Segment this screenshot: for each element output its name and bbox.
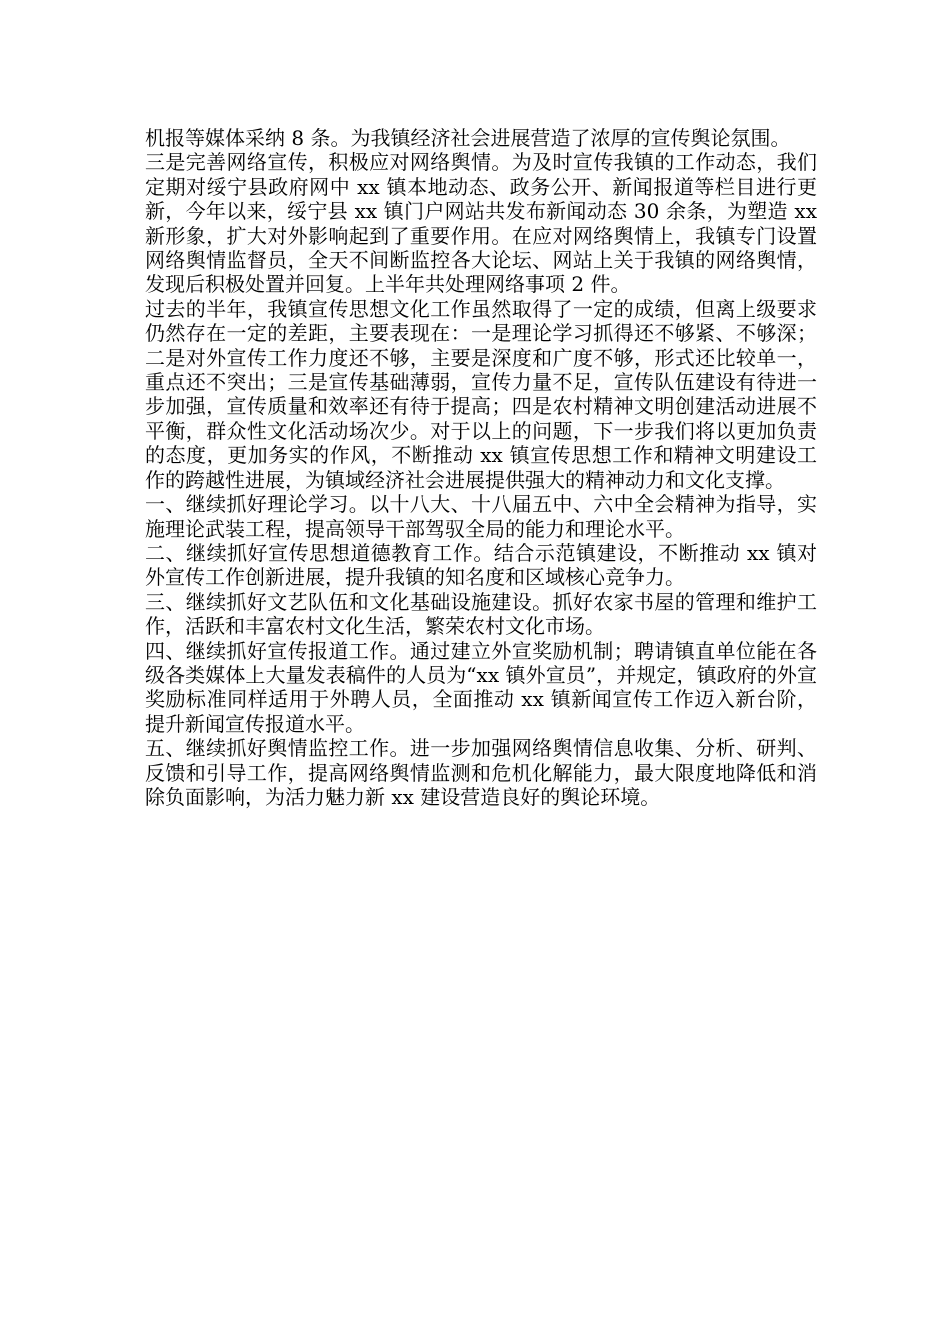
paragraph-shortcomings: 过去的半年，我镇宣传思想文化工作虽然取得了一定的成绩，但离上级要求仍然存在一定的差距，主要表现在：一是理论学习抓得还不够紧、不够深；二是对外宣传工作力度还不够，主要是深度和广度不够，形式还比较单一，重点还不突出；三是宣传基础薄弱，宣传力量不足，宣传队伍建设有待进一步加强，宣传质量和效率还有待于提高；四是农村精神文明创建活动进展不平衡，群众性文化活动场次少。对于以上的问题，下一步我们将以更加负责的态度，更加务实的作风，不断推动 xx 镇宣传思想工作和精神文明建设工作的跨越性进展，为镇域经济社会进展提供强大的精神动力和文化支撑。	[145, 296, 817, 492]
paragraph-continuation: 机报等媒体采纳 8 条。为我镇经济社会进展营造了浓厚的宣传舆论氛围。	[145, 126, 791, 150]
paragraph-plan-moral-education: 二、继续抓好宣传思想道德教育工作。结合示范镇建设，不断推动 xx 镇对外宣传工作创新进展，提升我镇的知名度和区域核心竞争力。	[145, 540, 817, 590]
paragraph-plan-culture-facilities: 三、继续抓好文艺队伍和文化基础设施建设。抓好农家书屋的管理和维护工作，活跃和丰富农村文化生活，繁荣农村文化市场。	[145, 589, 817, 639]
paragraph-network-publicity: 三是完善网络宣传，积极应对网络舆情。为及时宣传我镇的工作动态，我们定期对绥宁县政府网中 xx 镇本地动态、政务公开、新闻报道等栏目进行更新，今年以来，绥宁县 xx 镇门户网站共发布新闻动态 30 余条，为塑造 xx 新形象，扩大对外影响起到了重要作用。在应对网络舆情上，我镇专门设置网络舆情监督员，全天不间断监控各大论坛、网站上关于我镇的网络舆情，发现后积极处置并回复。上半年共处理网络事项 2 件。	[145, 150, 817, 297]
paragraph-plan-theory-study: 一、继续抓好理论学习。以十八大、十八届五中、六中全会精神为指导，实施理论武装工程，提高领导干部驾驭全局的能力和理论水平。	[145, 492, 817, 541]
document-page	[145, 126, 817, 809]
paragraph-plan-opinion-monitoring: 五、继续抓好舆情监控工作。进一步加强网络舆情信息收集、分析、研判、反馈和引导工作，提高网络舆情监测和危机化解能力，最大限度地降低和消除负面影响，为活力魅力新 xx 建设营造良好的舆论环境。	[145, 736, 817, 809]
paragraph-plan-news-reporting: 四、继续抓好宣传报道工作。通过建立外宣奖励机制；聘请镇直单位能在各级各类媒体上大量发表稿件的人员为“xx 镇外宣员”，并规定，镇政府的外宣奖励标准同样适用于外聘人员，全面推动 xx 镇新闻宣传工作迈入新台阶，提升新闻宣传报道水平。	[145, 638, 817, 736]
